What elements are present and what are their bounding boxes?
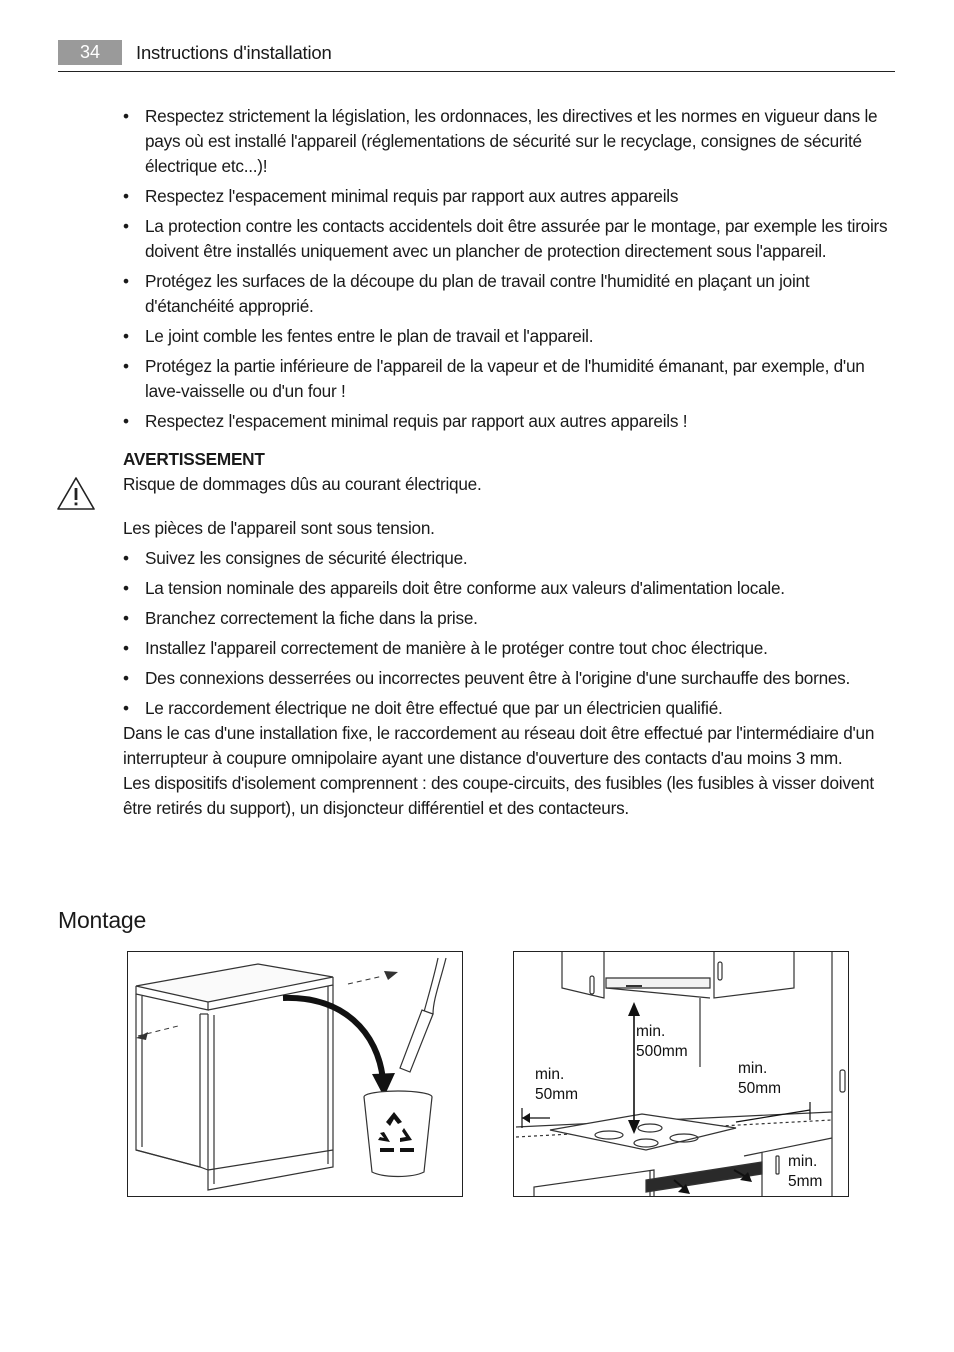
label-top-clearance: min. 500mm <box>636 1023 688 1060</box>
figure-cabinet-removal <box>127 951 463 1197</box>
cabinet-illustration <box>128 952 462 1196</box>
list-item: • Des connexions desserrées ou incorrectes peuvent être à l'origine d'une surchauffe des bornes. <box>123 666 895 691</box>
label-bottom-clearance: min. 5mm <box>788 1153 823 1190</box>
warning-text: Risque de dommages dûs au courant électrique. <box>123 474 482 494</box>
list-item: • Branchez correctement la fiche dans la prise. <box>123 606 895 631</box>
page-header <box>58 40 895 72</box>
list-item: • Respectez l'espacement minimal requis par rapport aux autres appareils <box>123 184 895 209</box>
list-item: • La protection contre les contacts accidentels doit être assurée par le montage, par exemple les tiroirs doivent être installés uniquement avec un plancher de protection directement sous l'appareil. <box>123 214 895 264</box>
list-item: • Suivez les consignes de sécurité électrique. <box>123 546 895 571</box>
main-content <box>123 104 895 821</box>
paragraph-isolation-devices: Les dispositifs d'isolement comprennent : des coupe-circuits, des fusibles (les fusibles à visser doivent être retirés du support), un disjoncteur différentiel et des contacteurs. <box>123 773 874 818</box>
section-title: Montage <box>58 907 147 933</box>
warning-triangle-icon <box>56 476 96 512</box>
list-item: • Respectez strictement la législation, les ordonnaces, les directives et les normes en vigueur dans le pays où est installé l'appareil (réglementations de sécurité sur le recyclage, consignes de sécurité électrique etc...)! <box>123 104 895 179</box>
page-number: 34 <box>58 40 122 65</box>
header-title: Instructions d'installation <box>136 42 332 63</box>
warning-intro: Les pièces de l'appareil sont sous tension. <box>123 518 435 538</box>
list-item: • Le raccordement électrique ne doit être effectué que par un électricien qualifié. <box>123 696 895 721</box>
list-item: • La tension nominale des appareils doit être conforme aux valeurs d'alimentation locale. <box>123 576 895 601</box>
figure-clearances <box>513 951 849 1197</box>
list-item: • Le joint comble les fentes entre le plan de travail et l'appareil. <box>123 324 895 349</box>
paragraph-fixed-installation: Dans le cas d'une installation fixe, le raccordement au réseau doit être effectué par l'intermédiaire d'un interrupteur à coupure omnipolaire ayant une distance d'ouverture des contacts d'au moins 3 mm. <box>123 723 875 768</box>
requirements-list <box>123 104 895 434</box>
list-item: • Respectez l'espacement minimal requis par rapport aux autres appareils ! <box>123 409 895 434</box>
list-item: • Installez l'appareil correctement de manière à le protéger contre tout choc électrique. <box>123 636 895 661</box>
label-right-clearance: min. 50mm <box>738 1060 782 1097</box>
list-item: • Protégez la partie inférieure de l'appareil de la vapeur et de l'humidité émanant, par exemple, d'un lave-vaisselle ou d'un four ! <box>123 354 895 404</box>
label-left-clearance: min. 50mm <box>535 1066 579 1103</box>
electrical-safety-list <box>123 546 895 721</box>
warning-title: AVERTISSEMENT <box>123 449 265 469</box>
list-item: • Protégez les surfaces de la découpe du plan de travail contre l'humidité en plaçant un joint d'étanchéité approprié. <box>123 269 895 319</box>
